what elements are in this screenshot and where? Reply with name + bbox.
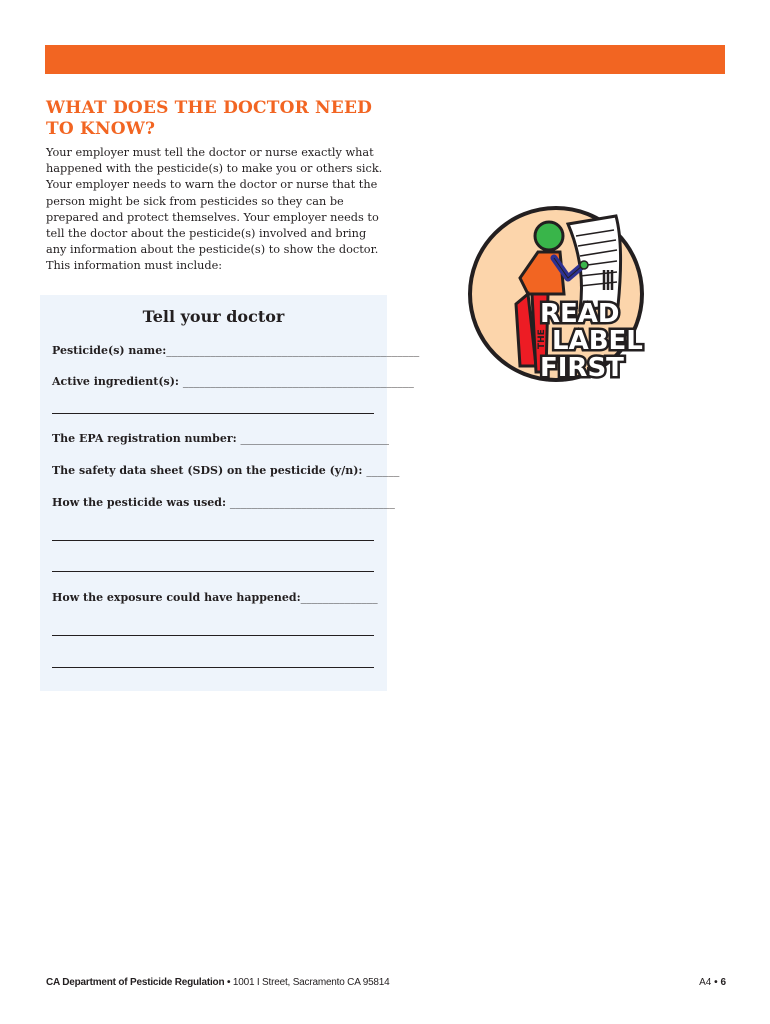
pesticide-name-field[interactable]: Pesticide(s) name:______________________________________________ <box>52 344 420 357</box>
blank-line[interactable] <box>52 667 374 668</box>
tell-your-doctor-form <box>40 295 420 691</box>
form-title: Tell your doctor <box>142 307 285 326</box>
how-used-label: How the pesticide was used: <box>52 496 230 509</box>
sds-label: The safety data sheet (SDS) on the pesticide (y/n): <box>52 464 367 477</box>
footer-organization <box>46 977 390 988</box>
logo-word-the: THE <box>537 329 547 349</box>
pesticide-name-label: Pesticide(s) name: <box>52 344 167 357</box>
footer-org-name: CA Department of Pesticide Regulation <box>46 977 225 988</box>
footer-page: 6 <box>720 977 726 988</box>
blank-line[interactable] <box>52 540 374 541</box>
logo-word-first: FIRST <box>540 353 624 383</box>
blank-line[interactable] <box>52 413 374 414</box>
blank-line[interactable] <box>52 635 374 636</box>
sds-field[interactable]: The safety data sheet (SDS) on the pesticide (y/n): ______ <box>52 464 400 477</box>
logo-word-label: LABEL <box>552 326 643 356</box>
exposure-field[interactable]: How the exposure could have happened:______________ <box>52 591 378 604</box>
logo-word-read: READ <box>540 299 620 329</box>
epa-registration-field[interactable]: The EPA registration number: ___________________________ <box>52 432 390 445</box>
blank-line[interactable] <box>52 571 374 572</box>
footer-page-separator: • <box>714 977 718 988</box>
intro-paragraph: Your employer must tell the doctor or nurse exactly what happened with the pesticide(s) to make you or others sick. Your employer needs to warn the doctor or nurse that the person might be sick from pesticides so they can be prepared and protect themselves. Your employer needs to tell the doctor about the pesticide(s) involved and bring any information about the pesticide(s) to show the doctor. This information must include: <box>46 146 383 273</box>
exposure-label: How the exposure could have happened: <box>52 591 301 604</box>
section-heading: WHAT DOES THE DOCTOR NEED TO KNOW? <box>46 98 373 139</box>
active-ingredient-label: Active ingredient(s): <box>52 375 183 388</box>
how-used-field[interactable]: How the pesticide was used: ______________________________ <box>52 496 395 509</box>
footer-separator: • <box>226 977 231 988</box>
epa-registration-label: The EPA registration number: <box>52 432 241 445</box>
read-the-label-first-logo <box>468 186 644 402</box>
footer-address: 1001 I Street, Sacramento CA 95814 <box>232 977 390 988</box>
footer-page-number <box>699 977 726 988</box>
active-ingredient-field[interactable]: Active ingredient(s): __________________________________________ <box>52 375 414 388</box>
footer-section: A4 <box>699 977 712 988</box>
orange-header-banner <box>45 45 725 74</box>
